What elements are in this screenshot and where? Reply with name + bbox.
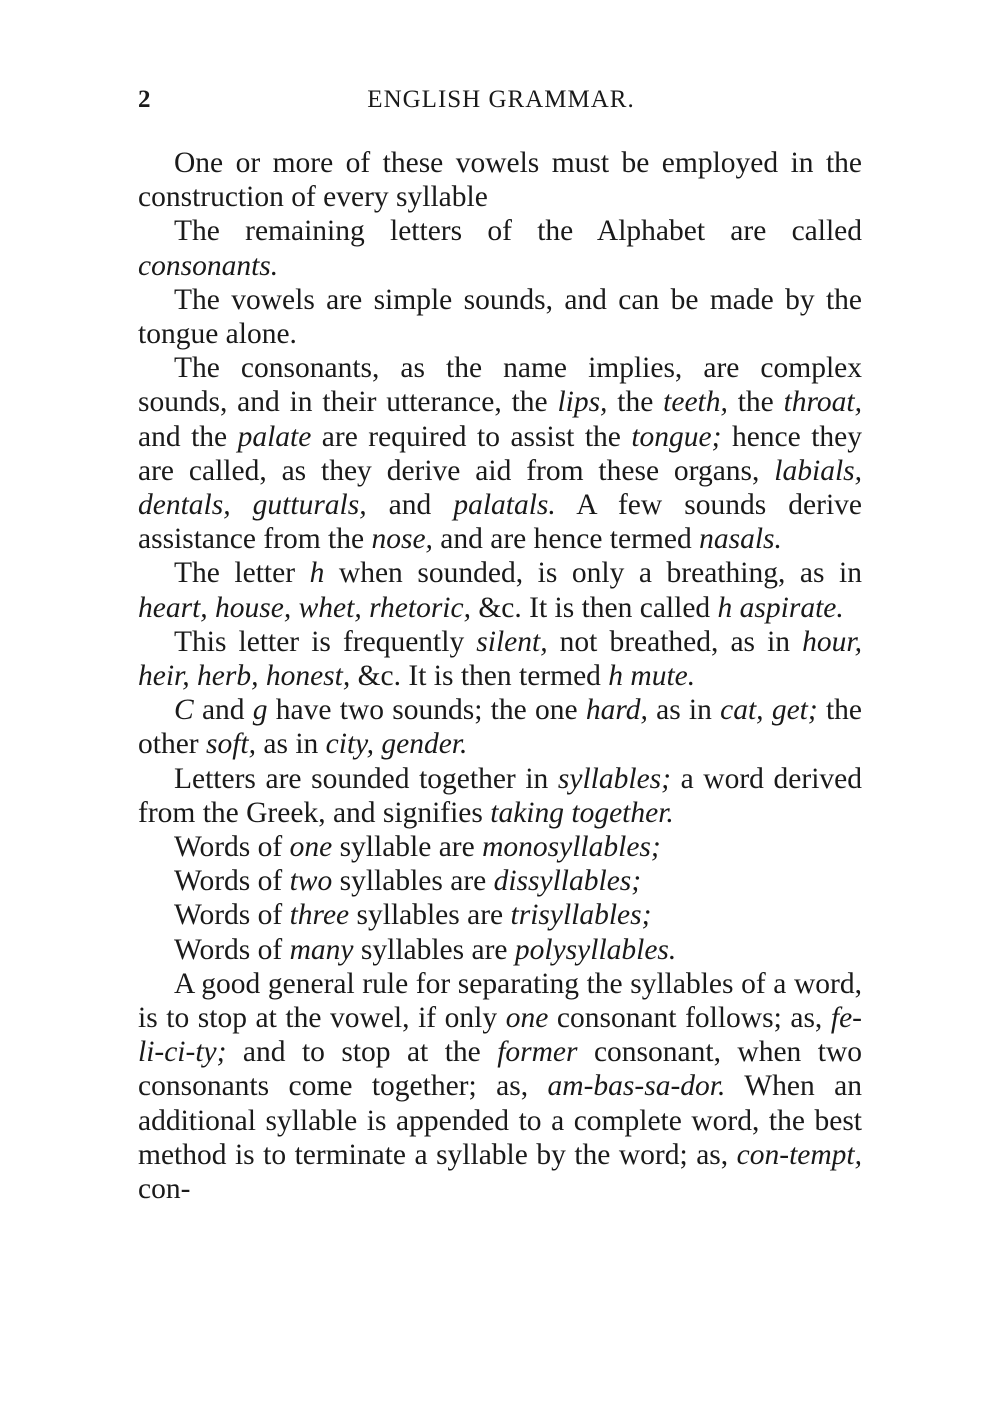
paragraph-syllables: Letters are sounded together in syllables; a word derived from the Greek, and signifies taking together. — [138, 762, 862, 829]
paragraph-c-and-g: C and g have two sounds; the one hard, as in cat, get; the other soft, as in city, gender. — [138, 694, 862, 761]
page-header — [138, 86, 864, 126]
page-number: 2 — [138, 86, 152, 113]
paragraph-consonants-definition: The remaining letters of the Alphabet are called consonants. — [138, 215, 862, 282]
paragraph-syllable-rule: A good general rule for separating the syllables of a word, is to stop at the vowel, if only one consonant follows; as, fe-li-ci-ty; and to stop at the former consonant, when two consonants come together; as, am-bas-sa-dor. When an additional syllable is appended to a complete word, the best method is to terminate a syllable by the word; as, con-tempt, con- — [138, 967, 863, 1206]
page-body — [138, 146, 862, 1206]
running-head: ENGLISH GRAMMAR. — [367, 86, 635, 113]
paragraph-h-aspirate: The letter h when sounded, is only a breathing, as in heart, house, whet, rhetoric, &c. It is then called h aspirate. — [138, 557, 862, 624]
line-dissyllables: Words of two syllables are dissyllables; — [174, 865, 642, 898]
paragraph-consonants-complex: The consonants, as the name implies, are complex sounds, and in their utterance, the lips, the teeth, the throat, and the palate are required to assist the tongue; hence they are called, as they derive aid from these organs, labials, dentals, gutturals, and palatals. A few sounds derive assistance from the nose, and are hence termed nasals. — [138, 352, 863, 556]
paragraph-vowels-employed: One or more of these vowels must be employed in the construction of every syllable — [138, 147, 862, 214]
line-monosyllables: Words of one syllable are monosyllables; — [174, 831, 661, 864]
paragraph-vowels-simple: The vowels are simple sounds, and can be made by the tongue alone. — [138, 283, 862, 351]
line-polysyllables: Words of many syllables are polysyllables. — [174, 933, 677, 966]
paragraph-h-mute: This letter is frequently silent, not breathed, as in hour, heir, herb, honest, &c. It is then termed h mute. — [138, 625, 862, 693]
line-trisyllables: Words of three syllables are trisyllables; — [174, 899, 652, 932]
